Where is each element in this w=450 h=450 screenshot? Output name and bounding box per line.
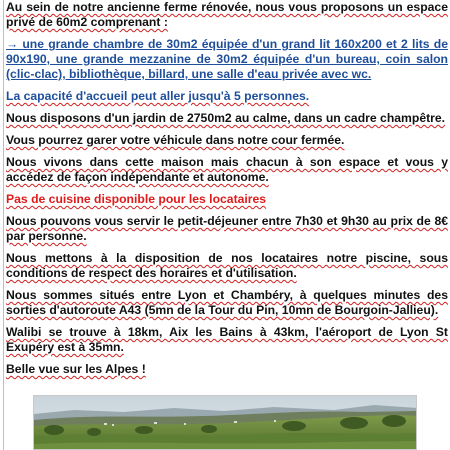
no-kitchen-paragraph: Pas de cuisine disponible pour les locataires <box>6 192 267 206</box>
rooms-paragraph: → une grande chambre de 30m2 équipée d'un grand lit 160x200 et 2 lits de 90x190, une grande mezzanine de 30m2 équipée d'un bureau, coin salon (clic-clac), bibliothèque, billard, une salle d'eau privée avec wc. <box>6 37 448 81</box>
pool-paragraph: Nous mettons à la disposition de nos locataires notre piscine, sous conditions de respect des horaires et d'utilisation. <box>6 251 448 280</box>
landscape-photo <box>33 395 417 450</box>
intro-paragraph: Au sein de notre ancienne ferme rénovée, nous vous proposons un espace privé de 60m2 comprenant : <box>6 0 448 29</box>
document-body <box>6 0 448 384</box>
capacity-paragraph: La capacité d'accueil peut aller jusqu'à 5 personnes. <box>6 89 310 103</box>
landscape-illustration <box>34 396 417 450</box>
view-paragraph: Belle vue sur les Alpes ! <box>6 362 146 376</box>
breakfast-paragraph: Nous pouvons vous servir le petit-déjeuner entre 7h30 et 9h30 au prix de 8€ par personne. <box>6 214 448 243</box>
distances-paragraph: Walibi se trouve à 18km, Aix les Bains à 43km, l'aéroport de Lyon St Exupéry est à 35mn. <box>6 325 448 354</box>
living-paragraph: Nous vivons dans cette maison mais chacun à son espace et vous y accédez de façon indépendante et autonome. <box>6 155 448 184</box>
location-paragraph: Nous sommes situés entre Lyon et Chambéry, à quelques minutes des sorties d'autoroute A43 (5mn de la Tour du Pin, 10mn de Bourgoin-Jallieu). <box>6 288 448 317</box>
parking-paragraph: Vous pourrez garer votre véhicule dans notre cour fermée. <box>6 133 345 147</box>
page-left-border <box>3 0 4 450</box>
garden-paragraph: Nous disposons d'un jardin de 2750m2 au calme, dans un cadre champêtre. <box>6 111 446 125</box>
